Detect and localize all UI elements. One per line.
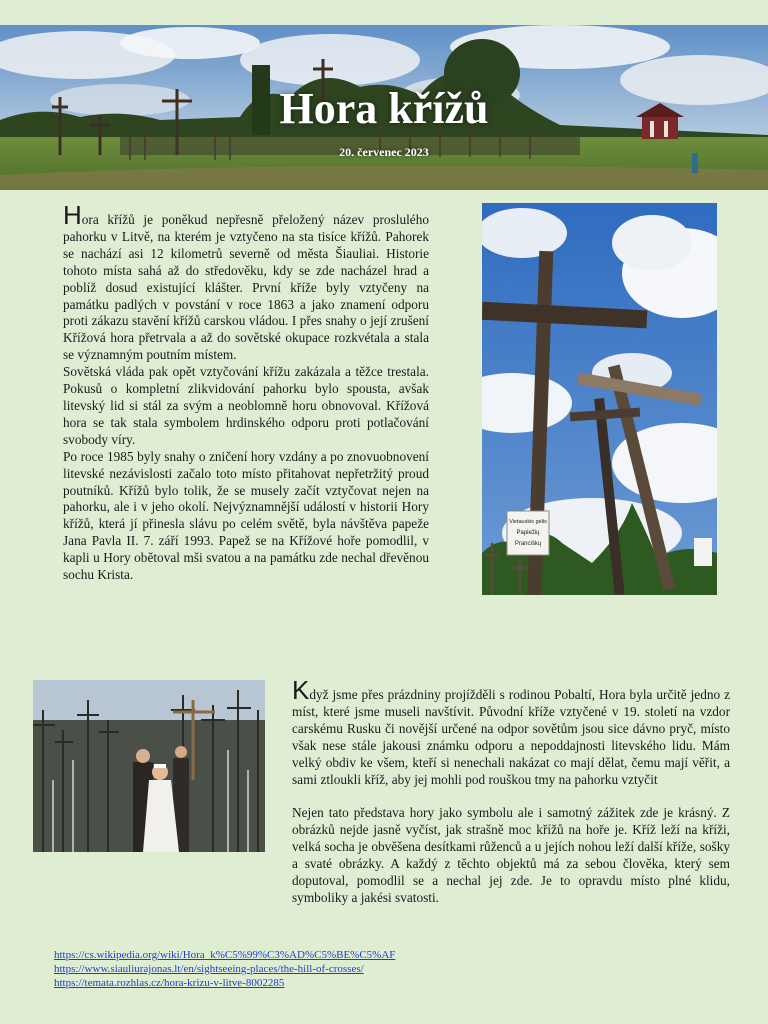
page-title: Hora křížů [279, 84, 489, 133]
source-link-siauliurajonas[interactable]: https://www.siauliurajonas.lt/en/sightseeing-places/the-hill-of-crosses/ [54, 963, 364, 975]
header-banner [0, 25, 768, 190]
drop-cap: K [292, 675, 310, 705]
article-section-1 [63, 200, 429, 584]
drop-cap: H [63, 200, 82, 230]
publish-date: 20. červenec 2023 [339, 145, 429, 159]
article-section-2 [292, 675, 730, 907]
paragraph: Po roce 1985 byly snahy o zničení hory vzdány a po znovuobnovení litevské nezávislosti začalo toto místo přitahovat nepřetržitý proud poutníků. Křížů bylo tolik, že se musely začít vztyčovat nejen na pahorku, ale i v jeho okolí. Nejvýznamnější událostí v historii Hory křížů, která jí přinesla slávu po celém světě, byla návštěva papeže Jana Pavla II. 7. září 1993. Papež se na Křížové hoře pomodlil, v kapli u Hory obětoval mši svatou a na památku zde nechal dřevěnou sochu Krista. [63, 448, 429, 583]
paragraph [63, 200, 429, 364]
pope-visit-photo [33, 680, 265, 852]
paragraph-text: ora křížů je poněkud nepřesně přeložený název proslulého pahorku v Litvě, na kterém je vztyčeno na sta tisíce křížů. Pahorek se nachází asi 12 kilometrů severně od města Šiauliai. Historie tohoto místa sahá až do středověku, kdy se zde nacházel hrad a poblíž dosud existující klášter. První kříže byly vztyčeny na památku padlých v povstání v roce 1863 a jako znamení odporu proti zákazu stavění křížů carskou vládou. I přes snahy o její zrušení Křížová hora přetrvala a až do sovětské okupace rozkvétala a stala se významným poutním místem. [63, 212, 429, 363]
source-link-wikipedia[interactable]: https://cs.wikipedia.org/wiki/Hora_k%C5%99%C3%AD%C5%BE%C5%AF [54, 949, 396, 961]
paragraph: Nejen tato představa hory jako symbolu ale i samotný zážitek zde je krásný. Z obrázků nejde jasně vyčíst, jak strašně moc křížů na hoře je. Kříž leží na kříži, velká socha je obvěšena desítkami růženců a u jejích nohou leží další kříže, sošky a svaté obrázky. A každý z těchto objektů má za sebou člověka, který sem doputoval, pomodlil se a nechal jej zde. Je to opravdu místo plné klidu, symboliky a jakési svatosti. [292, 805, 730, 905]
sign-line-3: Pranciškų [514, 541, 542, 547]
sign-line-2: Papiežių [516, 530, 540, 536]
sources-list [54, 948, 714, 990]
sign-line-1: Vietauskis gėlis [509, 519, 547, 525]
crosses-photo [482, 203, 717, 595]
source-link-rozhlas[interactable]: https://temata.rozhlas.cz/hora-krizu-v-litve-8002285 [54, 977, 285, 989]
paragraph [292, 675, 730, 788]
paragraph: Sovětská vláda pak opět vztyčování křížu zakázala a těžce trestala. Pokusů o kompletní zlikvidování pahorku bylo spousta, avšak litevský lid si stál za svým a neoblomně horu obnovoval. Křížová hora se tak stala symbolem hrdinského odporu proti potlačování svobody víry. [63, 364, 429, 447]
paragraph-text: dyž jsme přes prázdniny projížděli s rodinou Pobaltí, Hora byla určitě jedno z míst, které jsme museli navštívit. Původní kříže vztyčené v 19. století na vzdor carskému Rusku či novější určené na odpor sovětům jsou sice dávno pryč, místo však nese stále jakousi známku odporu a nepoddajnosti litevského lidu. Mám velký obdiv ke všem, kteří si nenechali nakázat co mají dělat, čemu mají věřit, a sami ztloukli kříž, aby jej mohli pod rouškou tmy na pahorku vztyčit [292, 687, 730, 787]
